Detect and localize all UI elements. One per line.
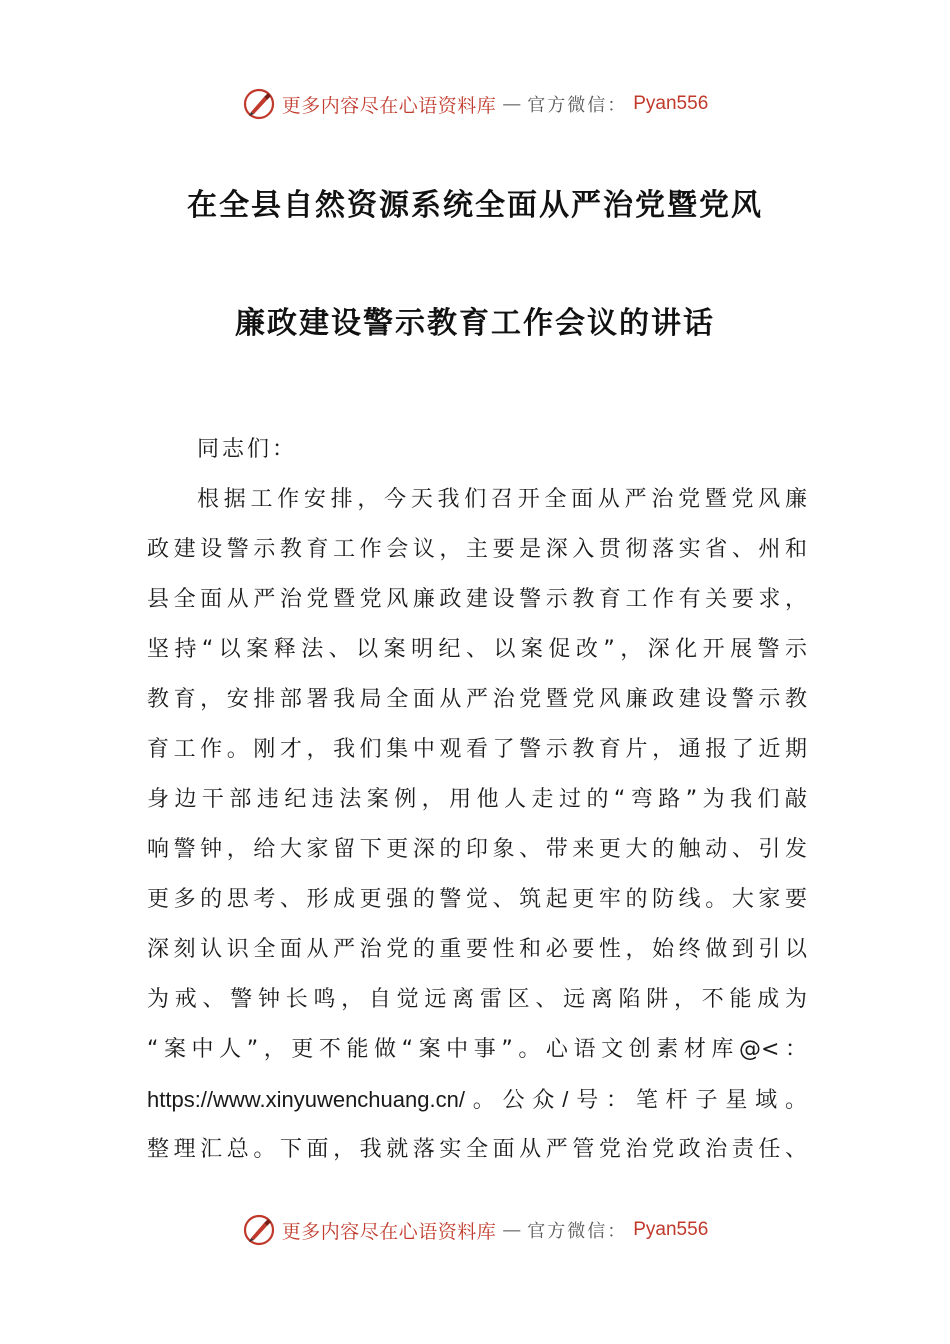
body-line: 育工作。刚才，我们集中观看了警示教育片，通报了近期: [147, 737, 807, 762]
salutation: 同志们：: [197, 437, 298, 462]
banner-dash: —: [502, 1219, 522, 1241]
header-banner: [0, 82, 950, 126]
body-line: “案中人”，更不能做“案中事”。心语文创素材库@<：: [147, 1037, 807, 1062]
body-line: 深刻认识全面从严治党的重要性和必要性，始终做到引以: [147, 937, 807, 962]
body-line: 教育，安排部署我局全面从严治党暨党风廉政建设警示教: [147, 687, 807, 712]
banner-wechat-id: Pyan556: [633, 93, 709, 114]
body-line-url: https://www.xinyuwenchuang.cn/。公众/号：笔杆子星域。: [147, 1087, 807, 1112]
footer-banner: [0, 1208, 950, 1252]
banner-text: 更多内容尽在心语资料库: [281, 94, 497, 117]
pen-logo-icon: [242, 87, 276, 121]
banner-wechat-label: 官方微信：: [527, 95, 628, 116]
banner-dash: —: [502, 93, 522, 115]
body-line: 为戒、警钟长鸣，自觉远离雷区、远离陷阱，不能成为: [147, 987, 807, 1012]
body-line: 政建设警示教育工作会议，主要是深入贯彻落实省、州和: [147, 537, 807, 562]
body-line: 根据工作安排，今天我们召开全面从严治党暨党风廉: [197, 487, 807, 512]
body-line: 响警钟，给大家留下更深的印象、带来更大的触动、引发: [147, 837, 807, 862]
document-title-line-1: 在全县自然资源系统全面从严治党暨党风: [187, 188, 763, 223]
banner-text: 更多内容尽在心语资料库: [281, 1220, 497, 1243]
body-line: 更多的思考、形成更强的警觉、筑起更牢的防线。大家要: [147, 887, 807, 912]
banner-wechat-id: Pyan556: [633, 1219, 709, 1240]
banner-wechat-label: 官方微信：: [527, 1221, 628, 1242]
document-title-line-2: 廉政建设警示教育工作会议的讲话: [235, 306, 715, 341]
body-line: 身边干部违纪违法案例，用他人走过的“弯路”为我们敲: [147, 787, 807, 812]
body-line: 整理汇总。下面，我就落实全面从严管党治党政治责任、: [147, 1137, 807, 1162]
body-line: 坚持“以案释法、以案明纪、以案促改”，深化开展警示: [147, 637, 807, 662]
body-line: 县全面从严治党暨党风廉政建设警示教育工作有关要求，: [147, 587, 807, 612]
pen-logo-icon: [242, 1213, 276, 1247]
